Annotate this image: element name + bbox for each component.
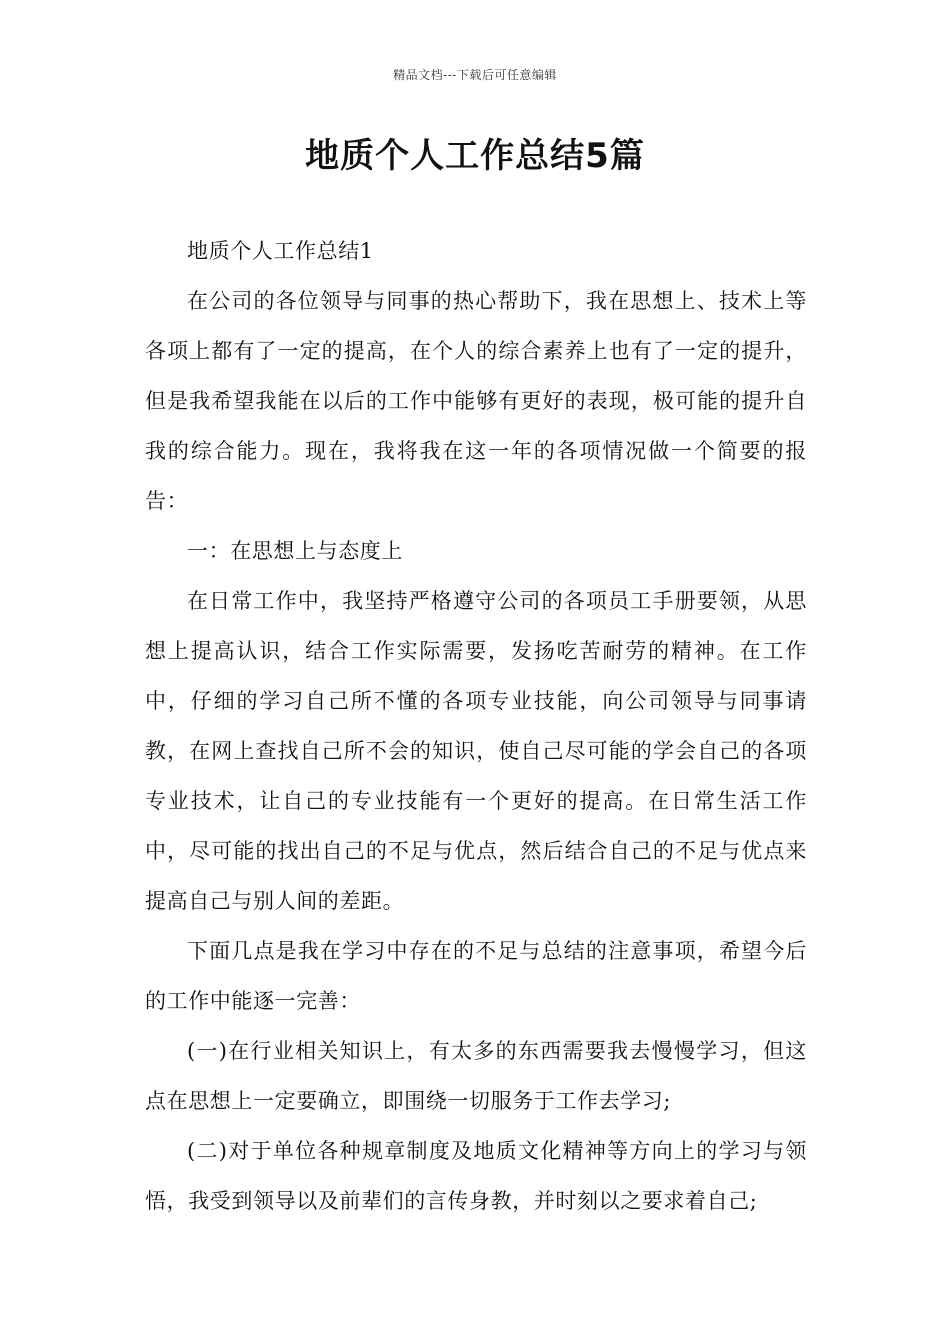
list-item: (二)对于单位各种规章制度及地质文化精神等方向上的学习与领悟，我受到领导以及前辈们的言传身教，并时刻以之要求着自己; — [145, 1139, 807, 1213]
section-heading: 地质个人工作总结1 — [187, 239, 374, 263]
list-item: (一)在行业相关知识上，有太多的东西需要我去慢慢学习，但这点在思想上一定要确立，即围绕一切服务于工作去学习; — [145, 1039, 807, 1113]
header-note: 精品文档---下载后可任意编辑 — [393, 68, 557, 82]
paragraph: 在日常工作中，我坚持严格遵守公司的各项员工手册要领，从思想上提高认识，结合工作实际需要，发扬吃苦耐劳的精神。在工作中，仔细的学习自己所不懂的各项专业技能，向公司领导与同事请教，在网上查找自己所不会的知识，使自己尽可能的学会自己的各项专业技术，让自己的专业技能有一个更好的提高。在日常生活工作中，尽可能的找出自己的不足与优点，然后结合自己的不足与优点来提高自己与别人间的差距。 — [145, 589, 807, 913]
subsection-heading: 一：在思想上与态度上 — [187, 539, 403, 563]
document-title: 地质个人工作总结5篇 — [305, 136, 645, 176]
paragraph: 在公司的各位领导与同事的热心帮助下，我在思想上、技术上等各项上都有了一定的提高，在个人的综合素养上也有了一定的提升，但是我希望我能在以后的工作中能够有更好的表现，极可能的提升自我的综合能力。现在，我将我在这一年的各项情况做一个简要的报告： — [145, 289, 807, 513]
document-body — [145, 226, 807, 1226]
paragraph: 下面几点是我在学习中存在的不足与总结的注意事项，希望今后的工作中能逐一完善： — [145, 939, 807, 1013]
